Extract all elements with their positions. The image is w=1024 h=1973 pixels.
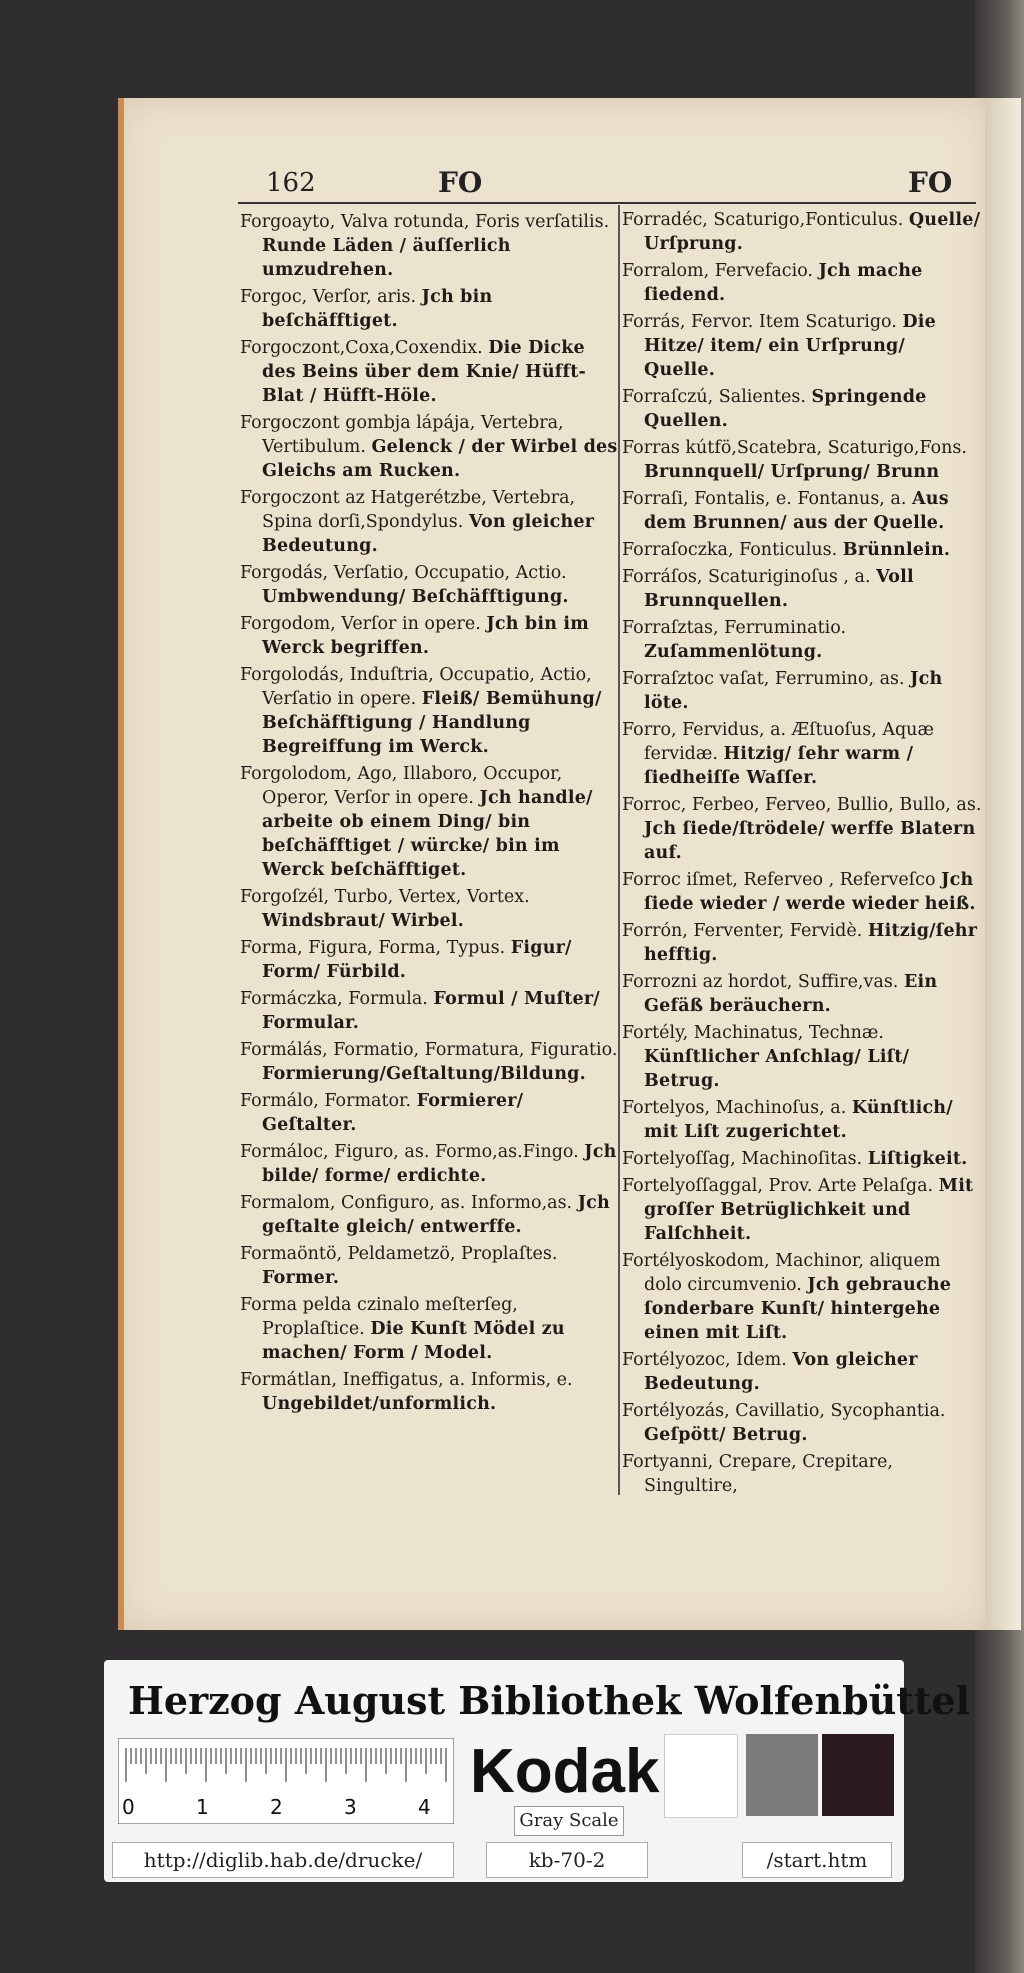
dictionary-entry	[240, 885, 620, 933]
latin-term: Forgoczont gombja lápája, Vertebra, Vertibulum.	[240, 413, 564, 457]
latin-term: Forgoc, Verſor, aris.	[240, 287, 417, 307]
dictionary-entry	[240, 1191, 620, 1239]
german-translation: Quelle/ Urſprung.	[644, 210, 981, 254]
latin-term: Forroc, Ferbeo, Ferveo, Bullio, Bullo, as.	[622, 795, 982, 815]
dictionary-entry	[240, 1089, 620, 1137]
latin-term: Fortelyoſſaggal, Prov. Arte Pelaſga.	[622, 1176, 934, 1196]
latin-term: Forgodás, Verſatio, Occupatio, Actio.	[240, 563, 567, 583]
german-translation: Jch mache ſiedend.	[644, 261, 923, 305]
latin-term: Forras kútfö,Scatebra, Scaturigo,Fons.	[622, 438, 967, 458]
latin-term: Forraſztoc vaſat, Ferrumino, as.	[622, 669, 905, 689]
latin-term: Forro, Fervidus, a. Æſtuoſus, Aquæ fervidæ.	[622, 720, 934, 764]
latin-term: Forrás, Fervor. Item Scaturigo.	[622, 312, 897, 332]
latin-term: Formalom, Configuro, as. Informo,as.	[240, 1193, 573, 1213]
dictionary-entry	[622, 1174, 982, 1246]
dictionary-entry	[622, 868, 982, 916]
kodak-logo: Kodak	[470, 1737, 660, 1806]
book-page	[118, 98, 990, 1630]
latin-term: Fortyanni, Crepare, Crepitare, Singultire,	[622, 1452, 893, 1496]
german-translation: Jch ſiede/ſtrödele/ werffe Blatern auf.	[644, 819, 976, 863]
german-translation: Gelenck / der Wirbel des Gleichs am Rucken.	[262, 437, 618, 481]
german-translation: Jch bin im Werck begriffen.	[262, 614, 589, 658]
german-translation: Hitzig/ſehr hefftig.	[644, 921, 978, 965]
dictionary-entry	[622, 259, 982, 307]
dictionary-entry	[240, 612, 620, 660]
german-translation: Formierung/Geſtaltung/Bildung.	[262, 1064, 586, 1084]
dictionary-entry	[240, 1242, 620, 1290]
german-translation: Umbwendung/ Beſchäfftigung.	[262, 587, 569, 607]
german-translation: Von gleicher Bedeutung.	[644, 1350, 918, 1394]
latin-term: Fortély, Machinatus, Technæ.	[622, 1023, 884, 1043]
dictionary-entry	[622, 1450, 982, 1498]
german-translation: Hitzig/ ſehr warm / ſiedheiſſe Waſſer.	[644, 744, 914, 788]
dictionary-entry	[622, 1147, 982, 1171]
german-translation: Mit groſſer Betrüglichkeit und Falſchheit.	[644, 1176, 974, 1244]
dictionary-entry	[622, 208, 982, 256]
latin-term: Formálo, Formator.	[240, 1091, 412, 1111]
latin-term: Forgodom, Verſor in opere.	[240, 614, 481, 634]
latin-term: Formálás, Formatio, Formatura, Figuratio.	[240, 1040, 618, 1060]
dictionary-entry	[622, 487, 982, 535]
german-translation: Brünnlein.	[842, 540, 951, 560]
latin-term: Forgolodás, Induſtria, Occupatio, Actio, Verſatio in opere.	[240, 665, 592, 709]
dictionary-entry	[622, 616, 982, 664]
dictionary-entry	[240, 762, 620, 882]
latin-term: Forrón, Ferventer, Fervidè.	[622, 921, 863, 941]
german-translation: Aus dem Brunnen/ aus der Quelle.	[644, 489, 949, 533]
latin-term: Forrozni az hordot, Suffire,vas.	[622, 972, 899, 992]
dictionary-entry	[240, 285, 620, 333]
latin-term: Forralom, Fervefacio.	[622, 261, 813, 281]
ruler-number: 4	[418, 1795, 431, 1819]
german-translation: Liſtigkeit.	[867, 1149, 968, 1169]
latin-term: Forroc iſmet, Referveo , Referveſco	[622, 870, 936, 890]
german-translation: Formierer/ Geſtalter.	[262, 1091, 524, 1135]
running-header-left: FO	[438, 166, 483, 199]
latin-term: Forradéc, Scaturigo,Fonticulus.	[622, 210, 904, 230]
library-title: Herzog August Bibliothek Wolfenbüttel	[128, 1678, 970, 1723]
running-header-right: FO	[908, 166, 953, 199]
dictionary-entry	[240, 1293, 620, 1365]
german-translation: Jch ſiede wieder / werde wieder heiß.	[644, 870, 976, 914]
right-column	[622, 208, 982, 1501]
header-rule	[238, 202, 976, 204]
dictionary-entry	[622, 1249, 982, 1345]
latin-term: Formáloc, Figuro, as. Formo,as.Fingo.	[240, 1142, 579, 1162]
latin-term: Fortelyoſſag, Machinoſitas.	[622, 1149, 863, 1169]
latin-term: Fortelyos, Machinoſus, a.	[622, 1098, 847, 1118]
german-translation: Former.	[262, 1268, 340, 1288]
dark-swatch	[822, 1734, 894, 1816]
dictionary-entry	[240, 336, 620, 408]
german-translation: Künſtlich/ mit Liſt zugerichtet.	[644, 1098, 953, 1142]
german-translation: Runde Läden / äuſſerlich umzudrehen.	[262, 236, 511, 280]
latin-term: Forgoſzél, Turbo, Vertex, Vortex.	[240, 887, 530, 907]
german-translation: Jch geſtalte gleich/ entwerffe.	[262, 1193, 610, 1237]
ruler-number: 1	[196, 1795, 209, 1819]
dictionary-entry	[240, 486, 620, 558]
left-column	[240, 210, 620, 1419]
german-translation: Die Dicke des Beins über dem Knie/ Hüfft-Blat / Hüfft-Höle.	[262, 338, 587, 406]
german-translation: Fleiß/ Bemühung/ Beſchäfftigung / Handlung Begreiffung im Werck.	[262, 689, 602, 757]
dictionary-entry	[622, 1348, 982, 1396]
german-translation: Künſtlicher Anſchlag/ Liſt/ Betrug.	[644, 1047, 910, 1091]
url-end-box: /start.htm	[742, 1842, 892, 1878]
dictionary-entry	[622, 667, 982, 715]
dictionary-entry	[240, 936, 620, 984]
german-translation: Die Hitze/ item/ ein Urſprung/ Quelle.	[644, 312, 936, 380]
german-translation: Springende Quellen.	[644, 387, 927, 431]
next-page-edge	[985, 98, 1021, 1630]
ruler-number: 2	[270, 1795, 283, 1819]
german-translation: Jch bin beſchäfftiget.	[262, 287, 493, 331]
german-translation: Jch handle/ arbeite ob einem Ding/ bin beſchäfftiget / würcke/ bin im Werck beſchäfftiget.	[262, 788, 593, 880]
latin-term: Fortélyozás, Cavillatio, Sycophantia.	[622, 1401, 946, 1421]
latin-term: Fortélyozoc, Idem.	[622, 1350, 787, 1370]
dictionary-entry	[240, 411, 620, 483]
url-base-box: http://diglib.hab.de/drucke/	[112, 1842, 454, 1878]
archive-color-card	[104, 1660, 970, 1882]
latin-term: Forraſoczka, Fonticulus.	[622, 540, 838, 560]
latin-term: Formáczka, Formula.	[240, 989, 428, 1009]
dictionary-entry	[622, 919, 982, 967]
ruler-number: 0	[122, 1795, 135, 1819]
scale-ruler	[118, 1738, 454, 1824]
dictionary-entry	[622, 718, 982, 790]
latin-term: Forraſczú, Salientes.	[622, 387, 806, 407]
latin-term: Forma pelda czinalo meſterſeg, Proplaſtice.	[240, 1295, 518, 1339]
dictionary-entry	[240, 561, 620, 609]
dictionary-entry	[622, 436, 982, 484]
shelfmark-box: kb-70-2	[486, 1842, 648, 1878]
dictionary-entry	[622, 310, 982, 382]
latin-term: Forgoczont az Hatgerétzbe, Vertebra, Spina dorſi,Spondylus.	[240, 488, 576, 532]
latin-term: Forgolodom, Ago, Illaboro, Occupor, Operor, Verſor in opere.	[240, 764, 563, 808]
dictionary-entry	[622, 1399, 982, 1447]
dictionary-entry	[240, 210, 620, 282]
german-translation: Jch bilde/ forme/ erdichte.	[262, 1142, 617, 1186]
dictionary-entry	[240, 663, 620, 759]
dictionary-entry	[622, 1021, 982, 1093]
german-translation: Jch gebrauche ſonderbare Kunſt/ hintergehe einen mit Liſt.	[644, 1275, 952, 1343]
german-translation: Jch löte.	[644, 669, 943, 713]
german-translation: Zuſammenlötung.	[644, 642, 823, 662]
latin-term: Forgoczont,Coxa,Coxendix.	[240, 338, 483, 358]
page-number: 162	[266, 168, 316, 198]
latin-term: Forraſztas, Ferruminatio.	[622, 618, 847, 638]
german-translation: Formul / Muſter/ Formular.	[262, 989, 600, 1033]
dictionary-entry	[622, 385, 982, 433]
latin-term: Forráſos, Scaturiginoſus , a.	[622, 567, 871, 587]
german-translation: Ein Gefäß beräuchern.	[644, 972, 938, 1016]
dictionary-entry	[240, 1368, 620, 1416]
dictionary-entry	[240, 1140, 620, 1188]
latin-term: Forma, Figura, Forma, Typus.	[240, 938, 506, 958]
latin-term: Forgoayto, Valva rotunda, Foris verſatilis.	[240, 212, 610, 232]
german-translation: Brunnquell/ Urſprung/ Brunn	[644, 462, 940, 482]
gray-scale-label: Gray Scale	[514, 1806, 624, 1836]
dictionary-entry	[622, 1096, 982, 1144]
dictionary-entry	[240, 1038, 620, 1086]
dictionary-entry	[622, 970, 982, 1018]
gray-swatch	[746, 1734, 818, 1816]
german-translation: Die Kunſt Mödel zu machen/ Form / Model.	[262, 1319, 565, 1363]
german-translation: Von gleicher Bedeutung.	[262, 512, 595, 556]
dictionary-entry	[622, 538, 982, 562]
german-translation: Geſpött/ Betrug.	[644, 1425, 808, 1445]
dictionary-entry	[240, 987, 620, 1035]
latin-term: Fortélyoskodom, Machinor, aliquem dolo circumvenio.	[622, 1251, 941, 1295]
latin-term: Formátlan, Ineffigatus, a. Informis, e.	[240, 1370, 573, 1390]
ruler-number: 3	[344, 1795, 357, 1819]
white-swatch	[664, 1734, 738, 1818]
dictionary-entry	[622, 565, 982, 613]
dictionary-entry	[622, 793, 982, 865]
german-translation: Windsbraut/ Wirbel.	[262, 911, 465, 931]
latin-term: Formaöntö, Peldametzö, Proplaſtes.	[240, 1244, 558, 1264]
german-translation: Voll Brunnquellen.	[644, 567, 914, 611]
german-translation: Figur/ Form/ Fürbild.	[262, 938, 572, 982]
german-translation: Ungebildet/unformlich.	[262, 1394, 497, 1414]
latin-term: Forraſi, Fontalis, e. Fontanus, a.	[622, 489, 907, 509]
